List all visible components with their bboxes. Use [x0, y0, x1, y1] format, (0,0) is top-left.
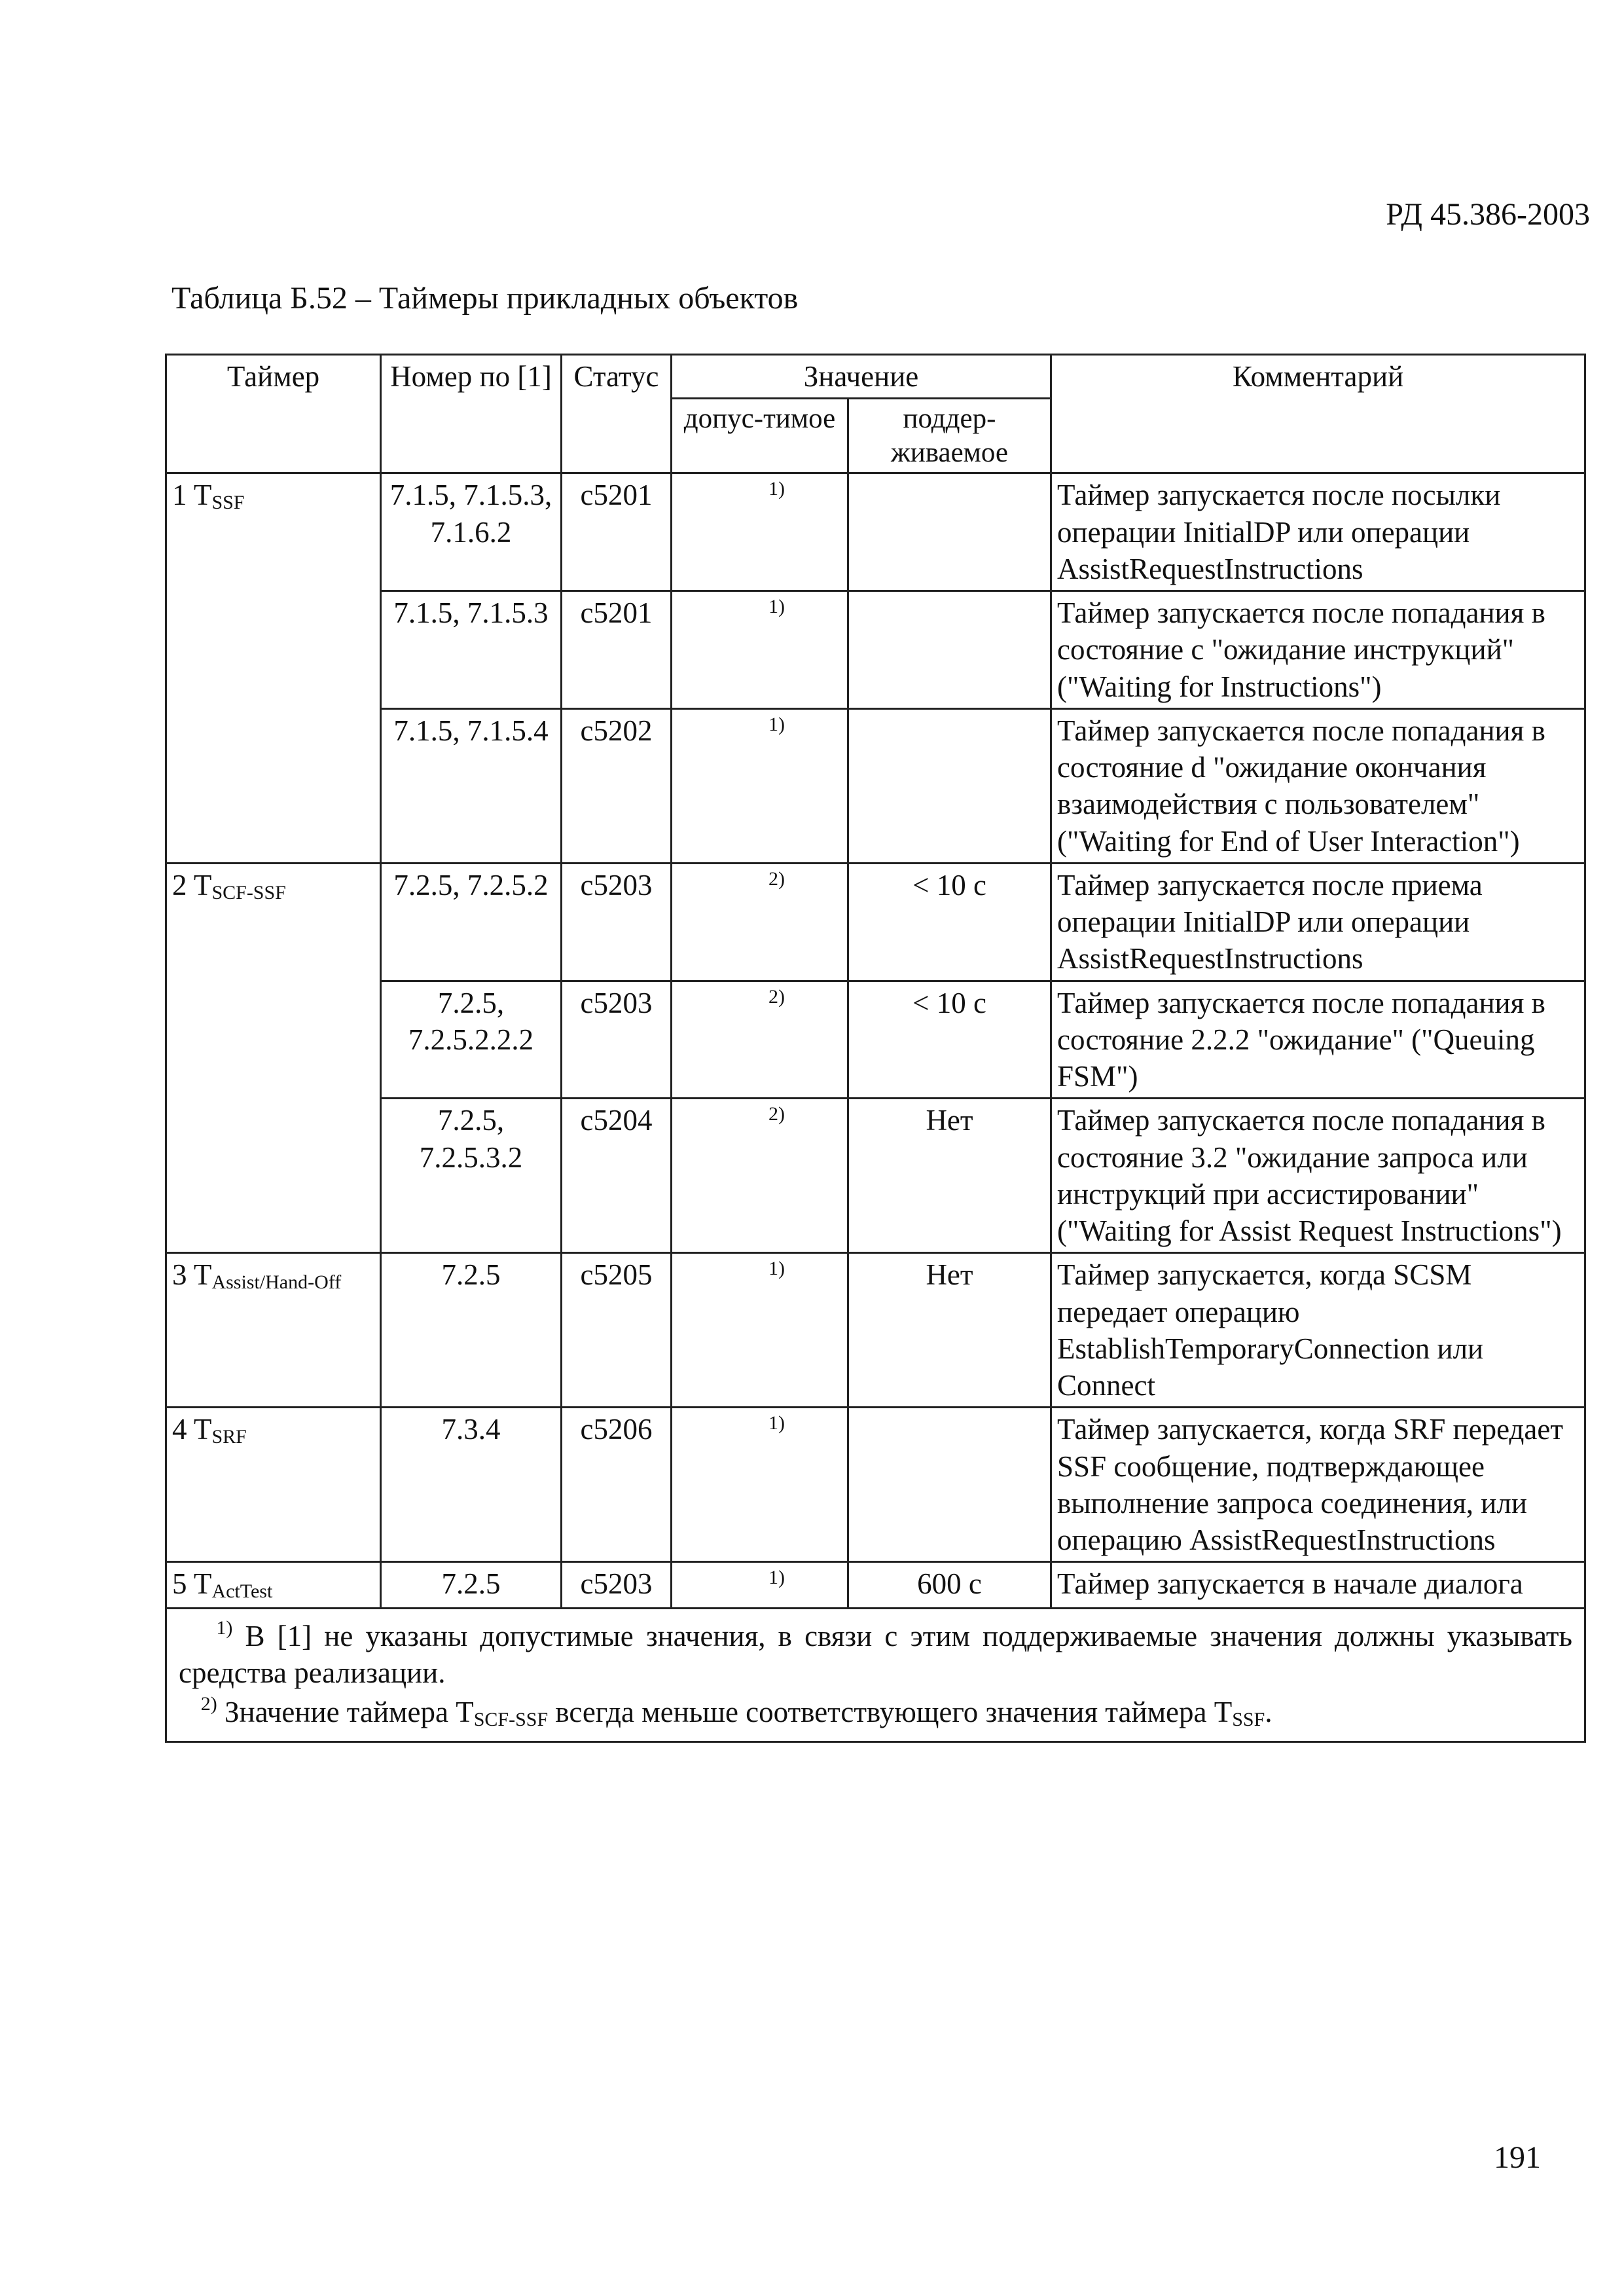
supported-value [848, 708, 1051, 863]
table-footnotes [165, 1609, 1586, 1743]
header-timer: Таймер [166, 355, 381, 473]
supported-value [848, 591, 1051, 709]
status-code: c5204 [562, 1099, 672, 1253]
clause-number: 7.2.5 [381, 1253, 562, 1408]
timers-table [165, 354, 1586, 1609]
status-code: c5203 [562, 863, 672, 981]
timer-name: 1 $T_{SSF}$ [166, 473, 381, 864]
status-code: c5203 [562, 981, 672, 1099]
header-allowed: допус-тимое [672, 399, 848, 473]
header-comment: Комментарий [1051, 355, 1585, 473]
clause-number: 7.2.5, 7.2.5.3.2 [381, 1099, 562, 1253]
status-code: c5201 [562, 473, 672, 591]
allowed-value: 1) [672, 1408, 848, 1562]
status-code: c5201 [562, 591, 672, 709]
allowed-value: 1) [672, 708, 848, 863]
clause-number: 7.2.5 [381, 1562, 562, 1608]
timer-name: 4 $T_{SRF}$ [166, 1408, 381, 1562]
clause-number: 7.2.5, 7.2.5.2.2.2 [381, 981, 562, 1099]
clause-number: 7.2.5, 7.2.5.2 [381, 863, 562, 981]
comment: Таймер запускается после посылки операции InitialDP или операции AssistRequestInstructions [1051, 473, 1585, 591]
timer-name: 2 $T_{SCF-SSF}$ [166, 863, 381, 1253]
allowed-value: 1) [672, 1253, 848, 1408]
supported-value [848, 473, 1051, 591]
comment: Таймер запускается после попадания в состояние d "ожидание окончания взаимодействия с пользователем" ("Waiting for End of User Interaction") [1051, 708, 1585, 863]
table-row [166, 1562, 1585, 1608]
footnote-2: $^{2)}$ Значение таймера $T_{SCF-SSF}$ всегда меньше соответствующего значения таймера $T_{SSF}$. [200, 1692, 1272, 1730]
comment: Таймер запускается, когда SCSM передает операцию EstablishTemporaryConnection или Connect [1051, 1253, 1585, 1408]
supported-value: 600 c [848, 1562, 1051, 1608]
table-row [166, 1253, 1585, 1408]
clause-number: 7.3.4 [381, 1408, 562, 1562]
comment: Таймер запускается в начале диалога [1051, 1562, 1585, 1608]
allowed-value: 2) [672, 863, 848, 981]
comment: Таймер запускается после попадания в состояние 3.2 "ожидание запроса или инструкций при ассистировании" ("Waiting for Assist Request Instructions") [1051, 1099, 1585, 1253]
footnote-1: $^{1)}$ В [1] не указаны допустимые значения, в связи с этим поддерживаемые значения должны указывать средства реализации. [179, 1617, 1573, 1690]
clause-number: 7.1.5, 7.1.5.3 [381, 591, 562, 709]
header-number: Номер по [1] [381, 355, 562, 473]
status-code: c5202 [562, 708, 672, 863]
page-number: 191 [1494, 2140, 1541, 2175]
comment: Таймер запускается после попадания в состояние с "ожидание инструкций" ("Waiting for Instructions") [1051, 591, 1585, 709]
supported-value: Нет [848, 1099, 1051, 1253]
supported-value: < 10 c [848, 863, 1051, 981]
header-value: Значение [672, 355, 1051, 399]
document-code: РД 45.386-2003 [1386, 197, 1590, 232]
allowed-value: 1) [672, 1562, 848, 1608]
timer-name: 5 $T_{ActTest}$ [166, 1562, 381, 1608]
table-row [166, 1408, 1585, 1562]
table-row [166, 863, 1585, 981]
comment: Таймер запускается, когда SRF передает SSF сообщение, подтверждающее выполнение запроса соединения, или операцию AssistRequestInstructions [1051, 1408, 1585, 1562]
clause-number: 7.1.5, 7.1.5.3, 7.1.6.2 [381, 473, 562, 591]
allowed-value: 1) [672, 473, 848, 591]
supported-value: < 10 c [848, 981, 1051, 1099]
table-row [166, 473, 1585, 591]
status-code: c5206 [562, 1408, 672, 1562]
supported-value: Нет [848, 1253, 1051, 1408]
clause-number: 7.1.5, 7.1.5.4 [381, 708, 562, 863]
allowed-value: 2) [672, 1099, 848, 1253]
allowed-value: 1) [672, 591, 848, 709]
comment: Таймер запускается после приема операции InitialDP или операции AssistRequestInstructions [1051, 863, 1585, 981]
header-supported: поддер-живаемое [848, 399, 1051, 473]
supported-value [848, 1408, 1051, 1562]
table-caption: Таблица Б.52 – Таймеры прикладных объектов [171, 281, 799, 316]
allowed-value: 2) [672, 981, 848, 1099]
timer-name: 3 $T_{Assist/Hand-Off}$ [166, 1253, 381, 1408]
header-status: Статус [562, 355, 672, 473]
status-code: c5203 [562, 1562, 672, 1608]
status-code: c5205 [562, 1253, 672, 1408]
comment: Таймер запускается после попадания в состояние 2.2.2 "ожидание" ("Queuing FSM") [1051, 981, 1585, 1099]
